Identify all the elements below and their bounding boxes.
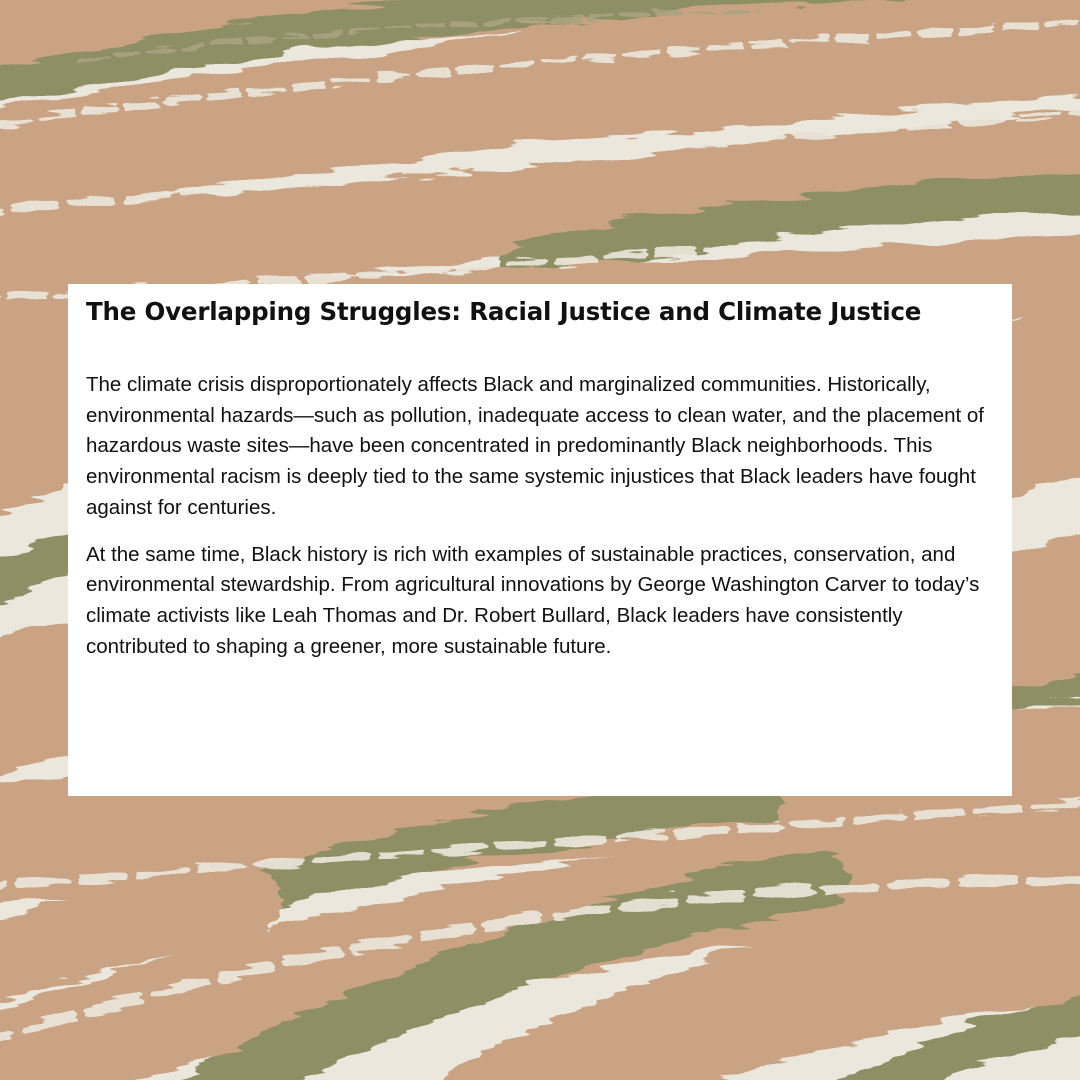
article-title: The Overlapping Struggles: Racial Justice and Climate Justice bbox=[86, 297, 922, 326]
paragraph-black-history: At the same time, Black history is rich with examples of sustainable practices, conservation, and environmental stewardship. From agricultural innovations by George Washington Carver to today’s climate activists like Leah Thomas and Dr. Robert Bullard, Black leaders have consistently contributed to shaping a greener, more sustainable future. bbox=[86, 542, 980, 658]
paragraph-climate-crisis: The climate crisis disproportionately affects Black and marginalized communities. Historically, environmental hazards—such as pollution, inadequate access to clean water, and the placement of hazardous waste sites—have been concentrated in predominantly Black neighborhoods. This environmental racism is deeply tied to the same systemic injustices that Black leaders have fought against for centuries. bbox=[86, 373, 984, 519]
article-body bbox=[86, 370, 994, 662]
text-card bbox=[68, 284, 1012, 796]
